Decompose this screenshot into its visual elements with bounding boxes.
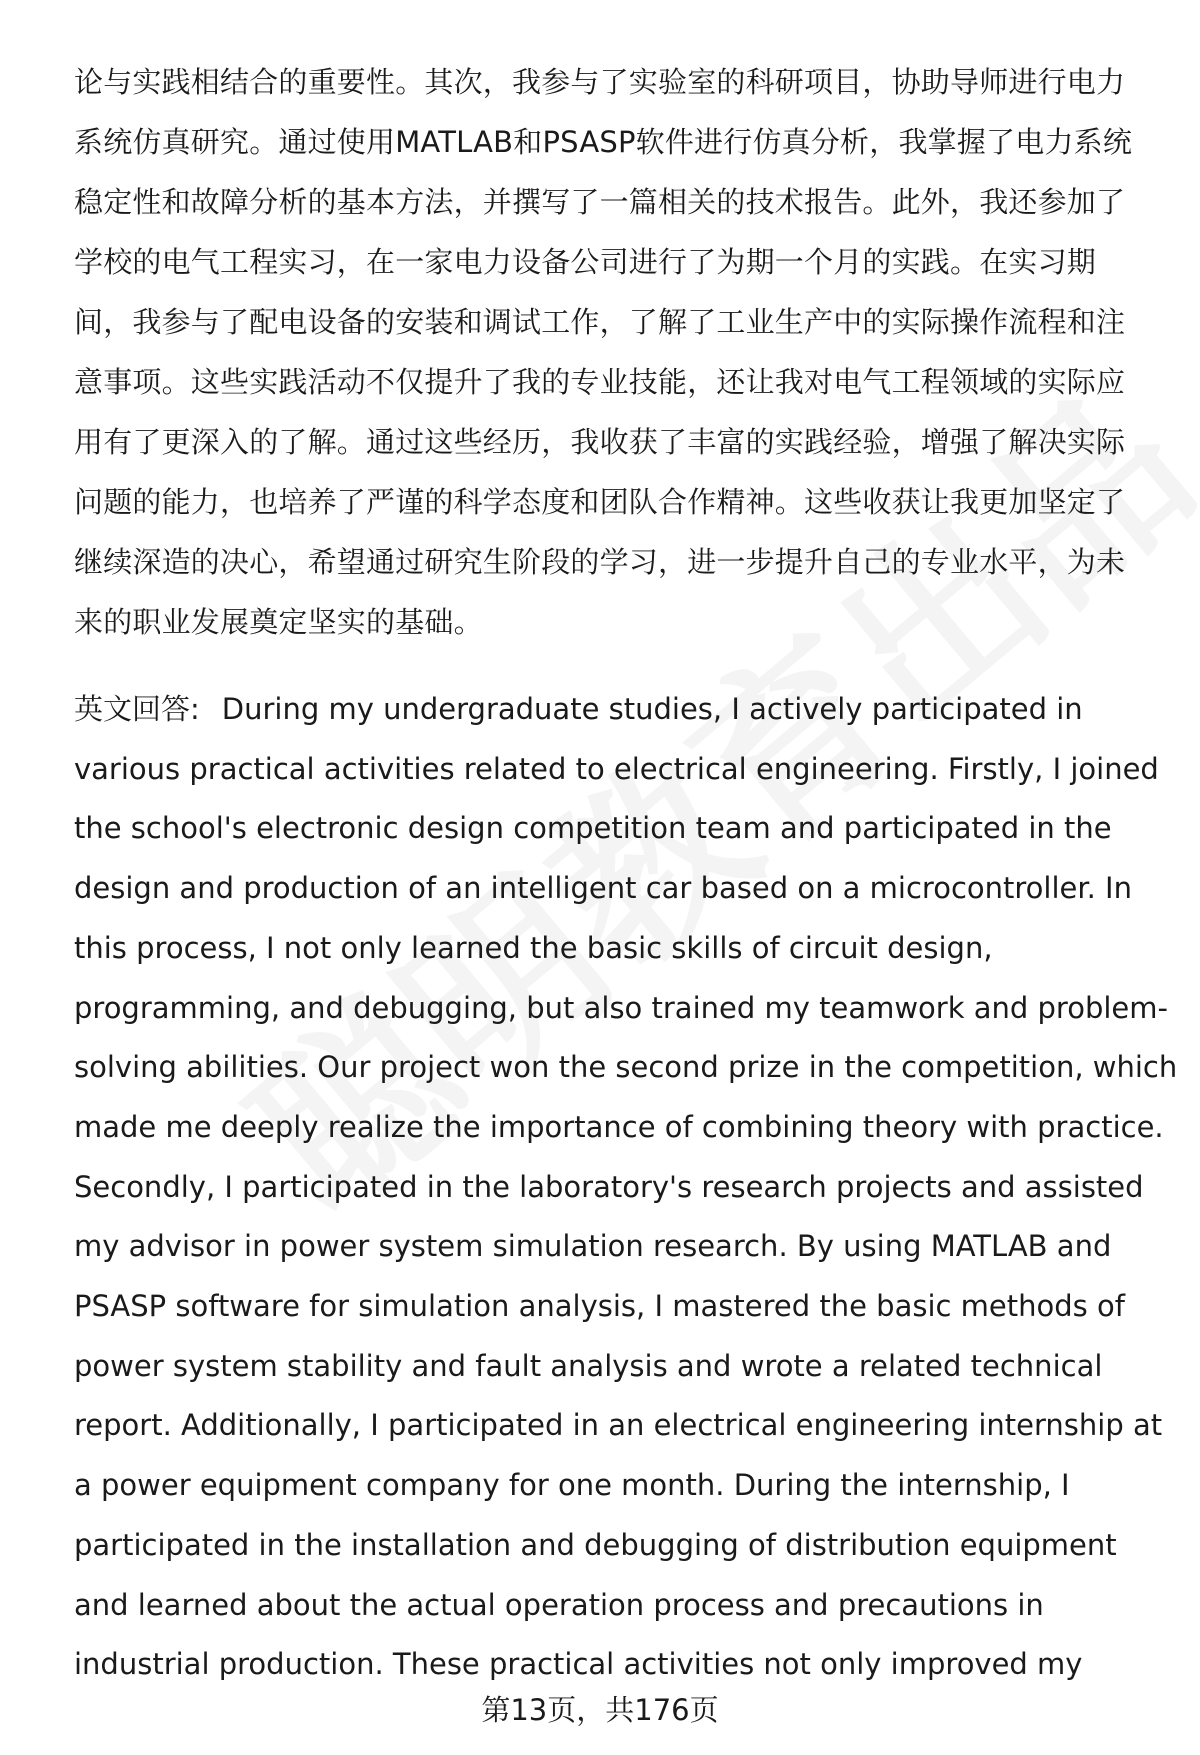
text-line: 问题的能力，也培养了严谨的科学态度和团队合作精神。这些收获让我更加坚定了 (74, 485, 1126, 519)
text-line: power system stability and fault analysis and wrote a related technical (74, 1348, 1103, 1383)
text-line-content: During my undergraduate studies, I actively participated in (221, 692, 1083, 726)
text-line: 稳定性和故障分析的基本方法，并撰写了一篇相关的技术报告。此外，我还参加了 (74, 185, 1126, 219)
text-line: programming, and debugging, but also trained my teamwork and problem- (74, 990, 1168, 1025)
english-answer-label: 英文回答: (74, 692, 200, 726)
text-line: solving abilities. Our project won the second prize in the competition, which (74, 1050, 1178, 1085)
text-line (74, 680, 1154, 740)
text-line: various practical activities related to electrical engineering. Firstly, I joined (74, 751, 1159, 786)
text-line: 学校的电气工程实习，在一家电力设备公司进行了为期一个月的实践。在实习期 (74, 245, 1097, 279)
text-line: a power equipment company for one month. During the internship, I (74, 1468, 1070, 1503)
text-line: report. Additionally, I participated in an electrical engineering internship at (74, 1408, 1163, 1443)
text-line: and learned about the actual operation process and precautions in (74, 1587, 1044, 1622)
text-line: 来的职业发展奠定坚实的基础。 (74, 605, 483, 639)
text-line: 继续深造的决心，希望通过研究生阶段的学习，进一步提升自己的专业水平，为未 (74, 545, 1126, 579)
chinese-answer-paragraph (74, 52, 1154, 652)
text-line: this process, I not only learned the basic skills of circuit design, (74, 930, 993, 965)
text-line: 间，我参与了配电设备的安装和调试工作，了解了工业生产中的实际操作流程和注 (74, 305, 1126, 339)
text-line: 意事项。这些实践活动不仅提升了我的专业技能，还让我对电气工程领域的实际应 (74, 365, 1126, 399)
text-line: PSASP software for simulation analysis, I mastered the basic methods of (74, 1289, 1125, 1324)
text-line: design and production of an intelligent car based on a microcontroller. In (74, 871, 1132, 906)
text-line: industrial production. These practical activities not only improved my (74, 1647, 1083, 1682)
text-line: the school's electronic design competition team and participated in the (74, 811, 1112, 846)
text-line: 用有了更深入的了解。通过这些经历，我收获了丰富的实践经验，增强了解决实际 (74, 425, 1126, 459)
text-line: my advisor in power system simulation research. By using MATLAB and (74, 1229, 1112, 1264)
page-number: 第13页，共176页 (481, 1693, 719, 1727)
text-line: 系统仿真研究。通过使用MATLAB和PSASP软件进行仿真分析，我掌握了电力系统 (74, 125, 1133, 159)
text-line: 论与实践相结合的重要性。其次，我参与了实验室的科研项目，协助导师进行电力 (74, 65, 1126, 99)
text-line: participated in the installation and debugging of distribution equipment (74, 1527, 1117, 1562)
text-line: Secondly, I participated in the laboratory's research projects and assisted (74, 1169, 1144, 1204)
english-answer-paragraph (74, 680, 1178, 1695)
text-line: made me deeply realize the importance of combining theory with practice. (74, 1109, 1164, 1144)
